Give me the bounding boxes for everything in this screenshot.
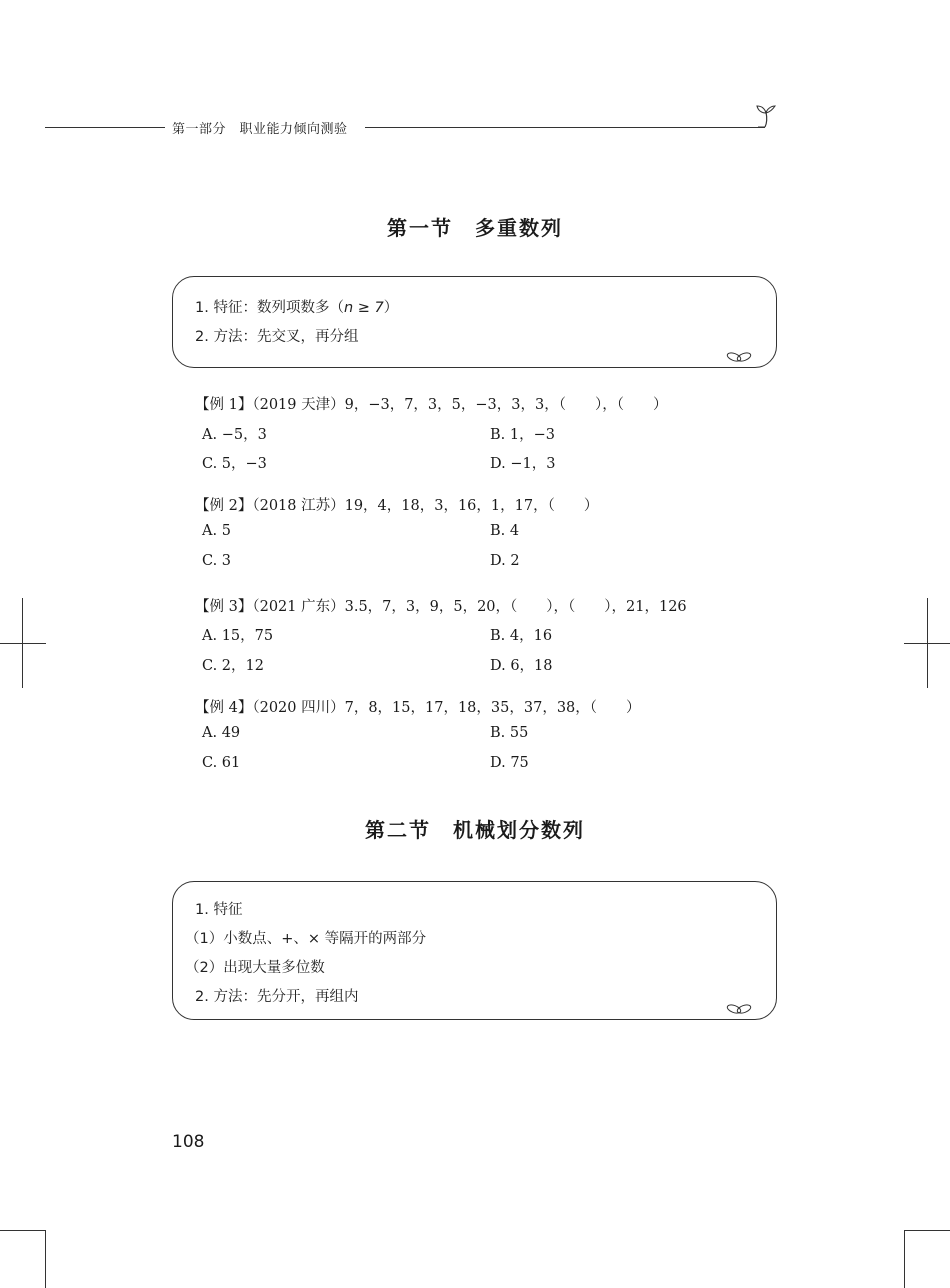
box-line-feature-2: （2）出现大量多位数 xyxy=(185,960,325,976)
crop-mark xyxy=(904,1230,950,1231)
example-question: 【例 2】（2018 江苏）19，4，18，3，16，1，17，（ ） xyxy=(195,498,599,514)
option-a[interactable]: A. −5，3 xyxy=(202,427,267,443)
box-line-feature: 1. 特征 xyxy=(195,902,243,918)
option-c[interactable]: C. 2，12 xyxy=(202,658,264,674)
crop-mark xyxy=(45,1230,46,1288)
header-rule-right xyxy=(365,127,765,128)
option-b[interactable]: B. 4，16 xyxy=(490,628,553,644)
option-d[interactable]: D. 75 xyxy=(490,755,529,771)
option-b[interactable]: B. 55 xyxy=(490,725,529,741)
option-b[interactable]: B. 1，−3 xyxy=(490,427,555,443)
example-question: 【例 3】（2021 广东）3.5，7，3，9，5，20，（ ），（ ），21，126 xyxy=(195,599,687,615)
page-number: 108 xyxy=(172,1132,205,1152)
option-d[interactable]: D. 2 xyxy=(490,553,520,569)
example-question: 【例 4】（2020 四川）7，8，15，17，18，35，37，38，（ ） xyxy=(195,700,641,716)
option-d[interactable]: D. −1，3 xyxy=(490,456,556,472)
box-line-feature-1: （1）小数点、+、× 等隔开的两部分 xyxy=(185,931,427,947)
crop-mark xyxy=(927,598,928,688)
header-rule-left xyxy=(45,127,165,128)
summary-box-1 xyxy=(172,276,777,368)
option-c[interactable]: C. 61 xyxy=(202,755,241,771)
option-a[interactable]: A. 49 xyxy=(202,725,241,741)
option-c[interactable]: C. 3 xyxy=(202,553,232,569)
running-header: 第一部分 职业能力倾向测验 xyxy=(172,122,348,137)
option-a[interactable]: A. 5 xyxy=(202,523,231,539)
leaf-decoration-icon xyxy=(726,1003,752,1015)
summary-box-2 xyxy=(172,881,777,1020)
sprout-icon xyxy=(754,103,782,131)
option-d[interactable]: D. 6，18 xyxy=(490,658,553,674)
example-question: 【例 1】（2019 天津）9，−3，7，3，5，−3，3，3，（ ），（ ） xyxy=(195,397,668,413)
option-a[interactable]: A. 15，75 xyxy=(202,628,274,644)
crop-mark xyxy=(904,1230,905,1288)
section-title-2: 第二节 机械划分数列 xyxy=(365,818,585,842)
crop-mark xyxy=(0,1230,46,1231)
leaf-decoration-icon xyxy=(726,351,752,363)
option-c[interactable]: C. 5，−3 xyxy=(202,456,267,472)
crop-mark xyxy=(22,598,23,688)
box-line-method: 2. 方法：先交叉，再分组 xyxy=(195,329,359,345)
option-b[interactable]: B. 4 xyxy=(490,523,520,539)
box-line-feature: 1. 特征：数列项数多（n ≥ 7） xyxy=(195,300,399,316)
crop-mark xyxy=(0,643,46,644)
section-title-1: 第一节 多重数列 xyxy=(387,216,563,240)
box-line-method: 2. 方法：先分开，再组内 xyxy=(195,989,359,1005)
